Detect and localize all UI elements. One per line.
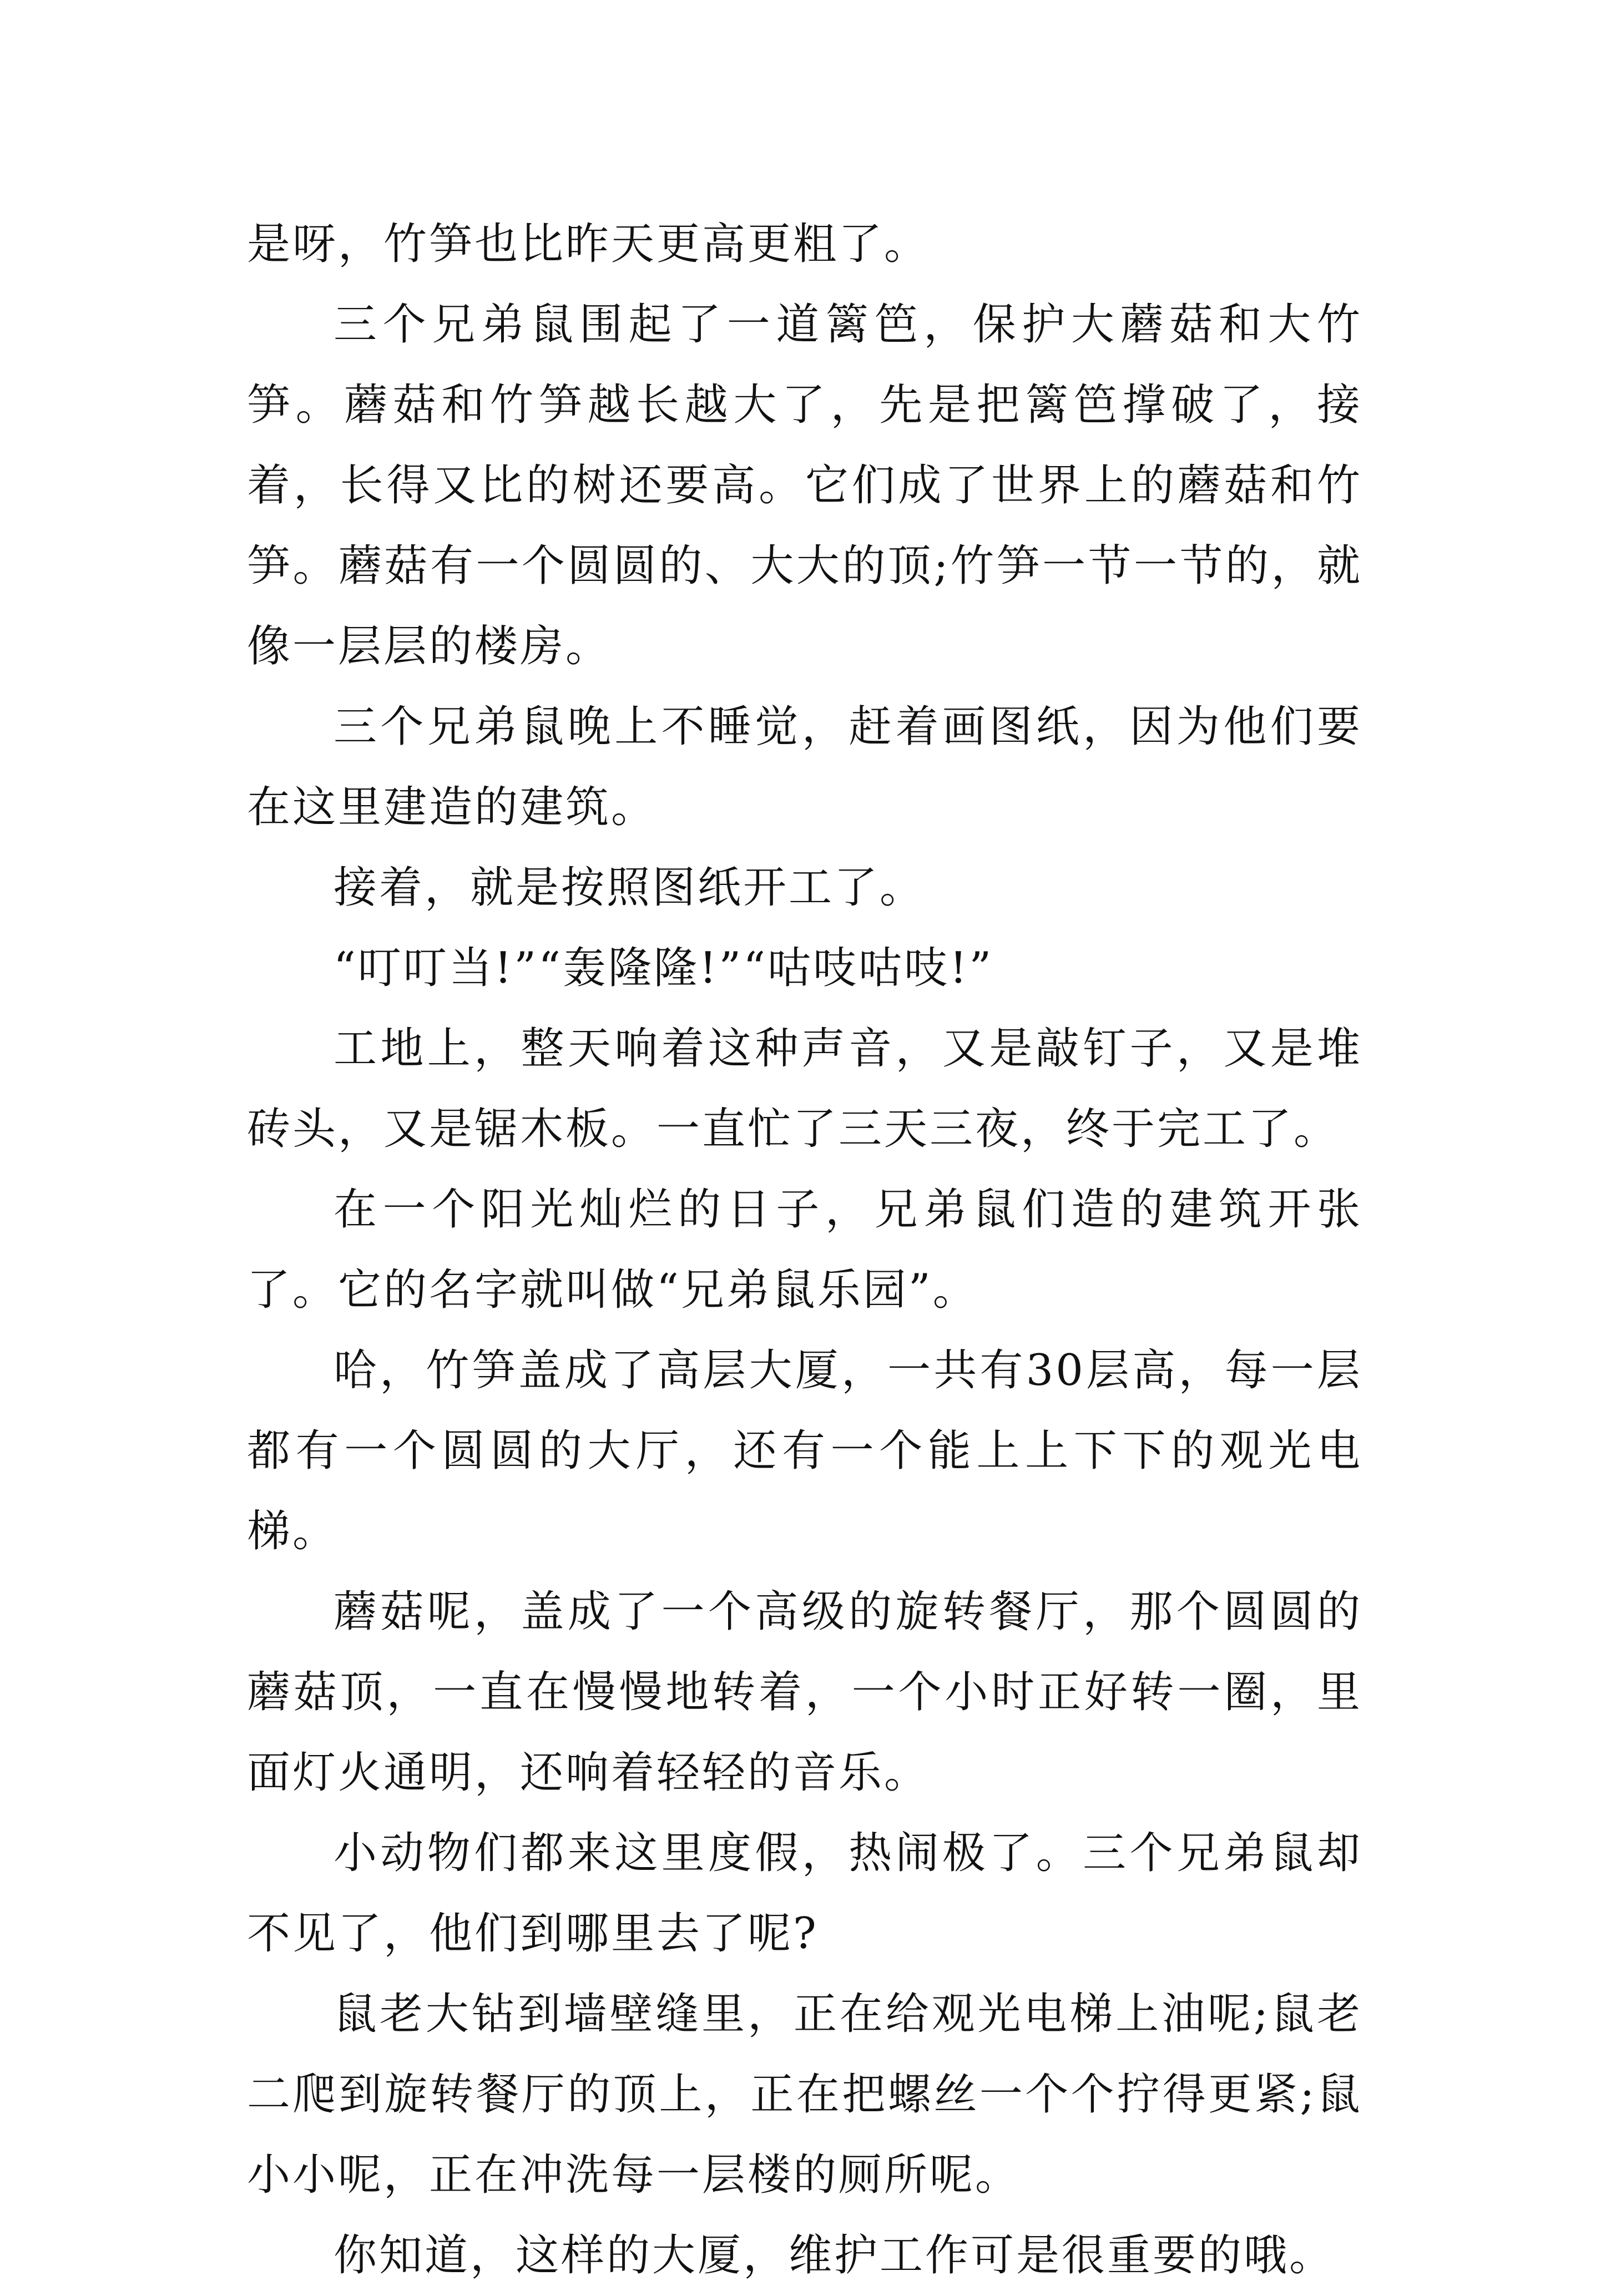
paragraph: 三个兄弟鼠围起了一道篱笆，保护大蘑菇和大竹笋。蘑菇和竹笋越长越大了，先是把篱笆撑破了，接着，长得又比的树还要高。它们成了世界上的蘑菇和竹笋。蘑菇有一个圆圆的、大大的顶;竹笋一节一节的，就像一层层的楼房。	[247, 300, 1362, 671]
story-body	[247, 204, 1362, 2296]
paragraph: 小动物们都来这里度假，热闹极了。三个兄弟鼠却不见了，他们到哪里去了呢?	[247, 1828, 1362, 1959]
paragraph: 三个兄弟鼠晚上不睡觉，赶着画图纸，因为他们要在这里建造的建筑。	[247, 702, 1362, 832]
paragraph: 鼠老大钻到墙壁缝里，正在给观光电梯上油呢;鼠老二爬到旋转餐厅的顶上，正在把螺丝一个个拧得更紧;鼠小小呢，正在冲洗每一层楼的厕所呢。	[247, 1989, 1362, 2200]
paragraph: 是呀，竹笋也比昨天更高更粗了。	[247, 219, 930, 269]
paragraph: 工地上，整天响着这种声音，又是敲钉子，又是堆砖头，又是锯木板。一直忙了三天三夜，终于完工了。	[247, 1024, 1362, 1154]
paragraph: 蘑菇呢，盖成了一个高级的旋转餐厅，那个圆圆的蘑菇顶，一直在慢慢地转着，一个小时正好转一圈，里面灯火通明，还响着轻轻的音乐。	[247, 1587, 1362, 1798]
paragraph: 接着，就是按照图纸开工了。	[334, 863, 926, 913]
paragraph: “叮叮当!”“轰隆隆!”“咕吱咕吱!”	[334, 943, 994, 993]
paragraph: 在一个阳光灿烂的日子，兄弟鼠们造的建筑开张了。它的名字就叫做“兄弟鼠乐园”。	[247, 1185, 1362, 1315]
paragraph: 你知道，这样的大厦，维护工作可是很重要的哦。	[334, 2231, 1335, 2280]
paragraph: 哈，竹笋盖成了高层大厦，一共有30层高，每一层都有一个圆圆的大厅，还有一个能上上下下的观光电梯。	[247, 1346, 1362, 1556]
